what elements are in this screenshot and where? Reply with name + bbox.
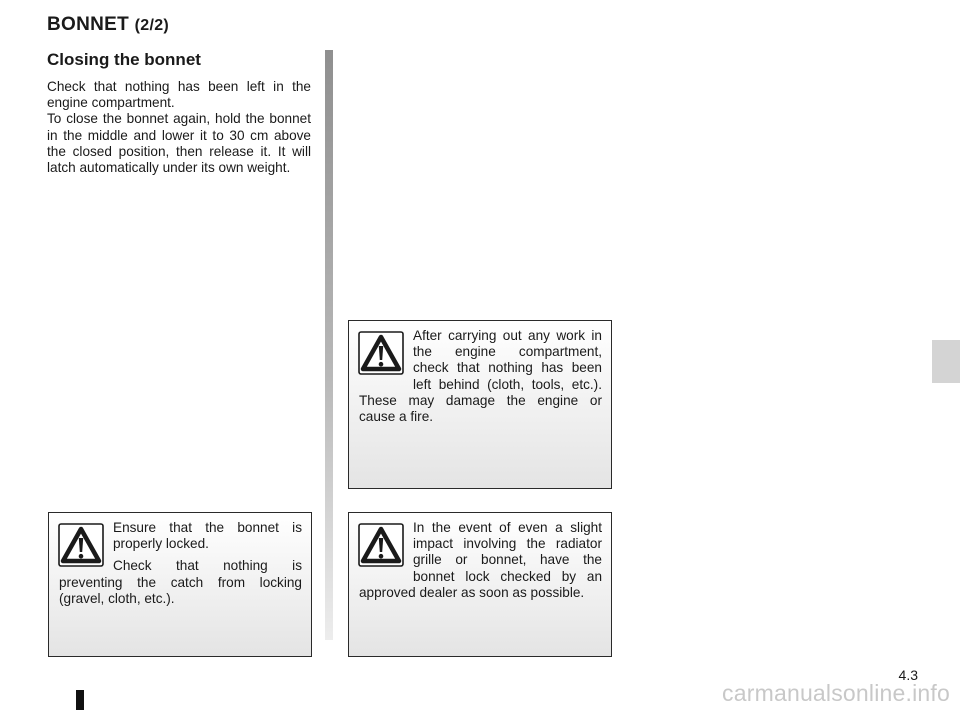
- chapter-tab: [932, 340, 960, 383]
- warning-box-bonnet-locked: [48, 512, 312, 657]
- warning-box-impact: [348, 512, 612, 657]
- page-title: [47, 14, 169, 36]
- warning-text: After carrying out any work in the engine compartment, check that nothing has been left behind (cloth, tools, etc.). These may damage the engine or cause a fire.: [359, 328, 602, 425]
- warning-text: Ensure that the bonnet is properly locked.: [113, 520, 302, 552]
- section-heading: Closing the bonnet: [47, 50, 201, 69]
- warning-triangle-icon: [357, 522, 405, 568]
- warning-box-engine-compartment: [348, 320, 612, 489]
- page-title-text: BONNET: [47, 14, 130, 35]
- corner-mark: [76, 690, 84, 710]
- warning-text: In the event of even a slight impact involving the radiator grille or bonnet, have the bonnet lock checked by an approved dealer as soon as possible.: [359, 520, 602, 600]
- page-number: 4.3: [898, 667, 918, 683]
- section-paragraph: Check that nothing has been left in the engine compartment.: [47, 79, 311, 111]
- warning-triangle-icon: [57, 522, 105, 568]
- watermark: carmanualsonline.info: [722, 680, 950, 706]
- section-body: [47, 79, 311, 176]
- column-divider: [325, 50, 333, 640]
- warning-text: Check that nothing is preventing the catch from locking (gravel, cloth, etc.).: [59, 558, 302, 606]
- page-title-part: (2/2): [134, 17, 170, 34]
- section-paragraph: To close the bonnet again, hold the bonnet in the middle and lower it to 30 cm above the closed position, then release it. It will latch automatically under its own weight.: [47, 111, 311, 176]
- warning-triangle-icon: [357, 330, 405, 376]
